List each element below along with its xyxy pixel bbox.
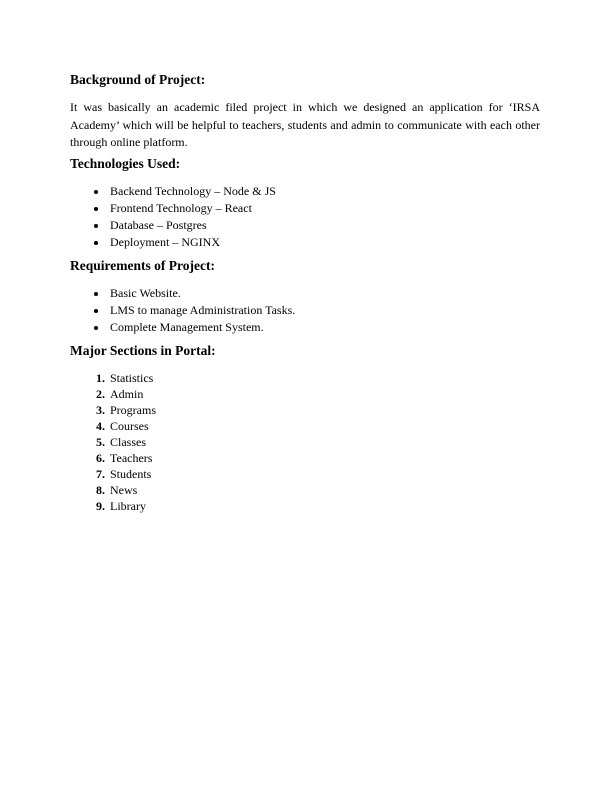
list-item: 4. Courses bbox=[108, 418, 540, 434]
list-item: • Basic Website. bbox=[108, 285, 540, 302]
list-item: • Deployment – NGINX bbox=[108, 234, 540, 251]
technologies-heading: Technologies Used: bbox=[70, 155, 181, 171]
list-item: 8. News bbox=[108, 482, 540, 498]
section-technologies bbox=[70, 156, 540, 251]
list-item: 1. Statistics bbox=[108, 370, 540, 386]
list-item: 6. Teachers bbox=[108, 450, 540, 466]
list-item: 7. Students bbox=[108, 466, 540, 482]
list-item: 9. Library bbox=[108, 498, 540, 514]
major-sections-list bbox=[70, 370, 540, 514]
list-item: • LMS to manage Administration Tasks. bbox=[108, 302, 540, 319]
background-paragraph: It was basically an academic filed project in which we designed an application for ‘IRSA Academy’ which will be helpful to teachers, students and admin to communicate with each other through online platform. bbox=[70, 100, 540, 149]
major-sections-heading: Major Sections in Portal: bbox=[70, 342, 216, 358]
requirements-list bbox=[70, 285, 540, 336]
list-item: • Backend Technology – Node & JS bbox=[108, 183, 540, 200]
section-background bbox=[70, 72, 540, 152]
technologies-list bbox=[70, 183, 540, 251]
list-item: • Complete Management System. bbox=[108, 319, 540, 336]
section-requirements bbox=[70, 258, 540, 336]
list-item: • Database – Postgres bbox=[108, 217, 540, 234]
requirements-heading: Requirements of Project: bbox=[70, 257, 215, 273]
section-major-sections bbox=[70, 343, 540, 514]
list-item: 2. Admin bbox=[108, 386, 540, 402]
list-item: • Frontend Technology – React bbox=[108, 200, 540, 217]
background-heading: Background of Project: bbox=[70, 72, 206, 87]
list-item: 3. Programs bbox=[108, 402, 540, 418]
list-item: 5. Classes bbox=[108, 434, 540, 450]
